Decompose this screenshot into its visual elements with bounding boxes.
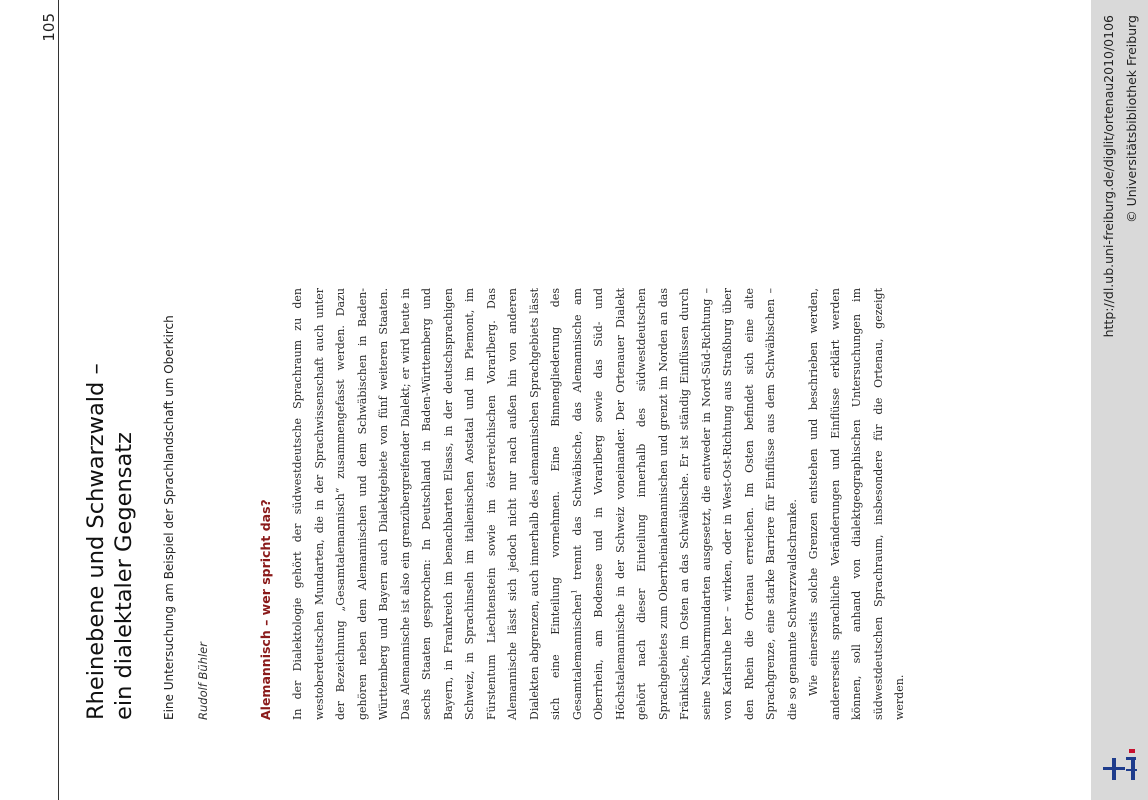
body-paragraph-1-part-b: trennt das Schwäbische, das Alemannische am Oberrhein, am Bodensee und in Vorarlberg sowie das Süd- und Höchstalemannische in der Schweiz voneinander. Der Ortenauer Dialekt gehört nach dieser Einteilung innerhalb des südwestdeutschen Sprachgebietes zum Oberrheinalemannischen und grenzt im Norden an das Fränkische, im Osten an das Schwäbische. Er ist ständig Einflüssen durch seine Nachbarmundarten ausgesetzt, die entweder in Nord-Süd-Richtung – von Karlsruhe her – wirken, oder in West-Ost-Richtung aus Straßburg über den Rhein die Ortenau erreichen. Im Osten befindet sich eine alte Sprachgrenze, eine starke Barriere für Einflüsse aus dem Schwäbischen – die so genannte Schwarzwaldschranke. xyxy=(570,288,799,720)
body-text xyxy=(287,288,911,720)
section-heading: Alemannisch – wer spricht das? xyxy=(258,499,273,720)
footnote-marker[interactable]: 1 xyxy=(569,589,578,594)
logo-accent-red xyxy=(1129,749,1135,753)
body-paragraph-1 xyxy=(287,288,803,720)
article-title-line-2: ein dialektaler Gegensatz xyxy=(111,432,137,720)
article-title xyxy=(82,20,138,720)
page-number: 105 xyxy=(40,13,58,42)
copyright-note: © Universitätsbibliothek Freiburg xyxy=(1124,15,1139,223)
source-strip-text xyxy=(1091,0,1148,800)
body-paragraph-1-part-a: In der Dialektologie gehört der südwestdeutsche Sprachraum zu den westoberdeutschen Mundarten, die in der Sprachwissenschaft auch unter der Bezeichnung „Gesamtalemannisch“ zusammengefasst werden. Dazu gehören neben dem Alemannischen und dem Schwäbischen in Baden-Württemberg und Bayern auch Dialektgebiete von fünf weiteren Staaten. Das Alemannische ist also ein grenzübergreifender Dialekt; er wird heute in sechs Staaten gesprochen: In Deutschland in Baden-Württemberg und Bayern, in Frankreich im benachbarten Elsass, in der deutschsprachigen Schweiz, in Sprachinseln im italienischen Aostatal und im Piemont, im Fürstentum Liechtenstein sowie im österreichischen Vorarlberg. Das Alemannische lässt sich jedoch nicht nur nach außen hin von anderen Dialekten abgrenzen, auch innerhalb des alemannischen Sprachgebiets lässt sich eine Einteilung vornehmen. Eine Binnengliederung des Gesamtalemannischen xyxy=(291,288,584,720)
ub-freiburg-logo-icon xyxy=(1095,745,1145,787)
source-url-link[interactable]: http://dl.ub.uni-freiburg.de/diglit/ortenau2010/0106 xyxy=(1101,15,1116,338)
logo-right-bar-top xyxy=(1126,757,1136,760)
article-author: Rudolf Bühler xyxy=(196,642,210,720)
article-title-line-1: Rheinebene und Schwarzwald – xyxy=(83,363,109,720)
body-paragraph-2: Wie einerseits solche Grenzen entstehen und beschrieben werden, andererseits sprachliche Veränderungen und Einflüsse erklärt werden können, soll anhand von dialektgeographischen Untersuchungen im südwestdeutschen Sprachraum, insbesondere für die Ortenau, gezeigt werden. xyxy=(807,288,906,720)
logo-stem-blue xyxy=(1112,758,1116,780)
article-subtitle: Eine Untersuchung am Beispiel der Sprachlandschaft um Oberkirch xyxy=(162,315,176,720)
logo-right-bar-bottom xyxy=(1126,769,1137,771)
